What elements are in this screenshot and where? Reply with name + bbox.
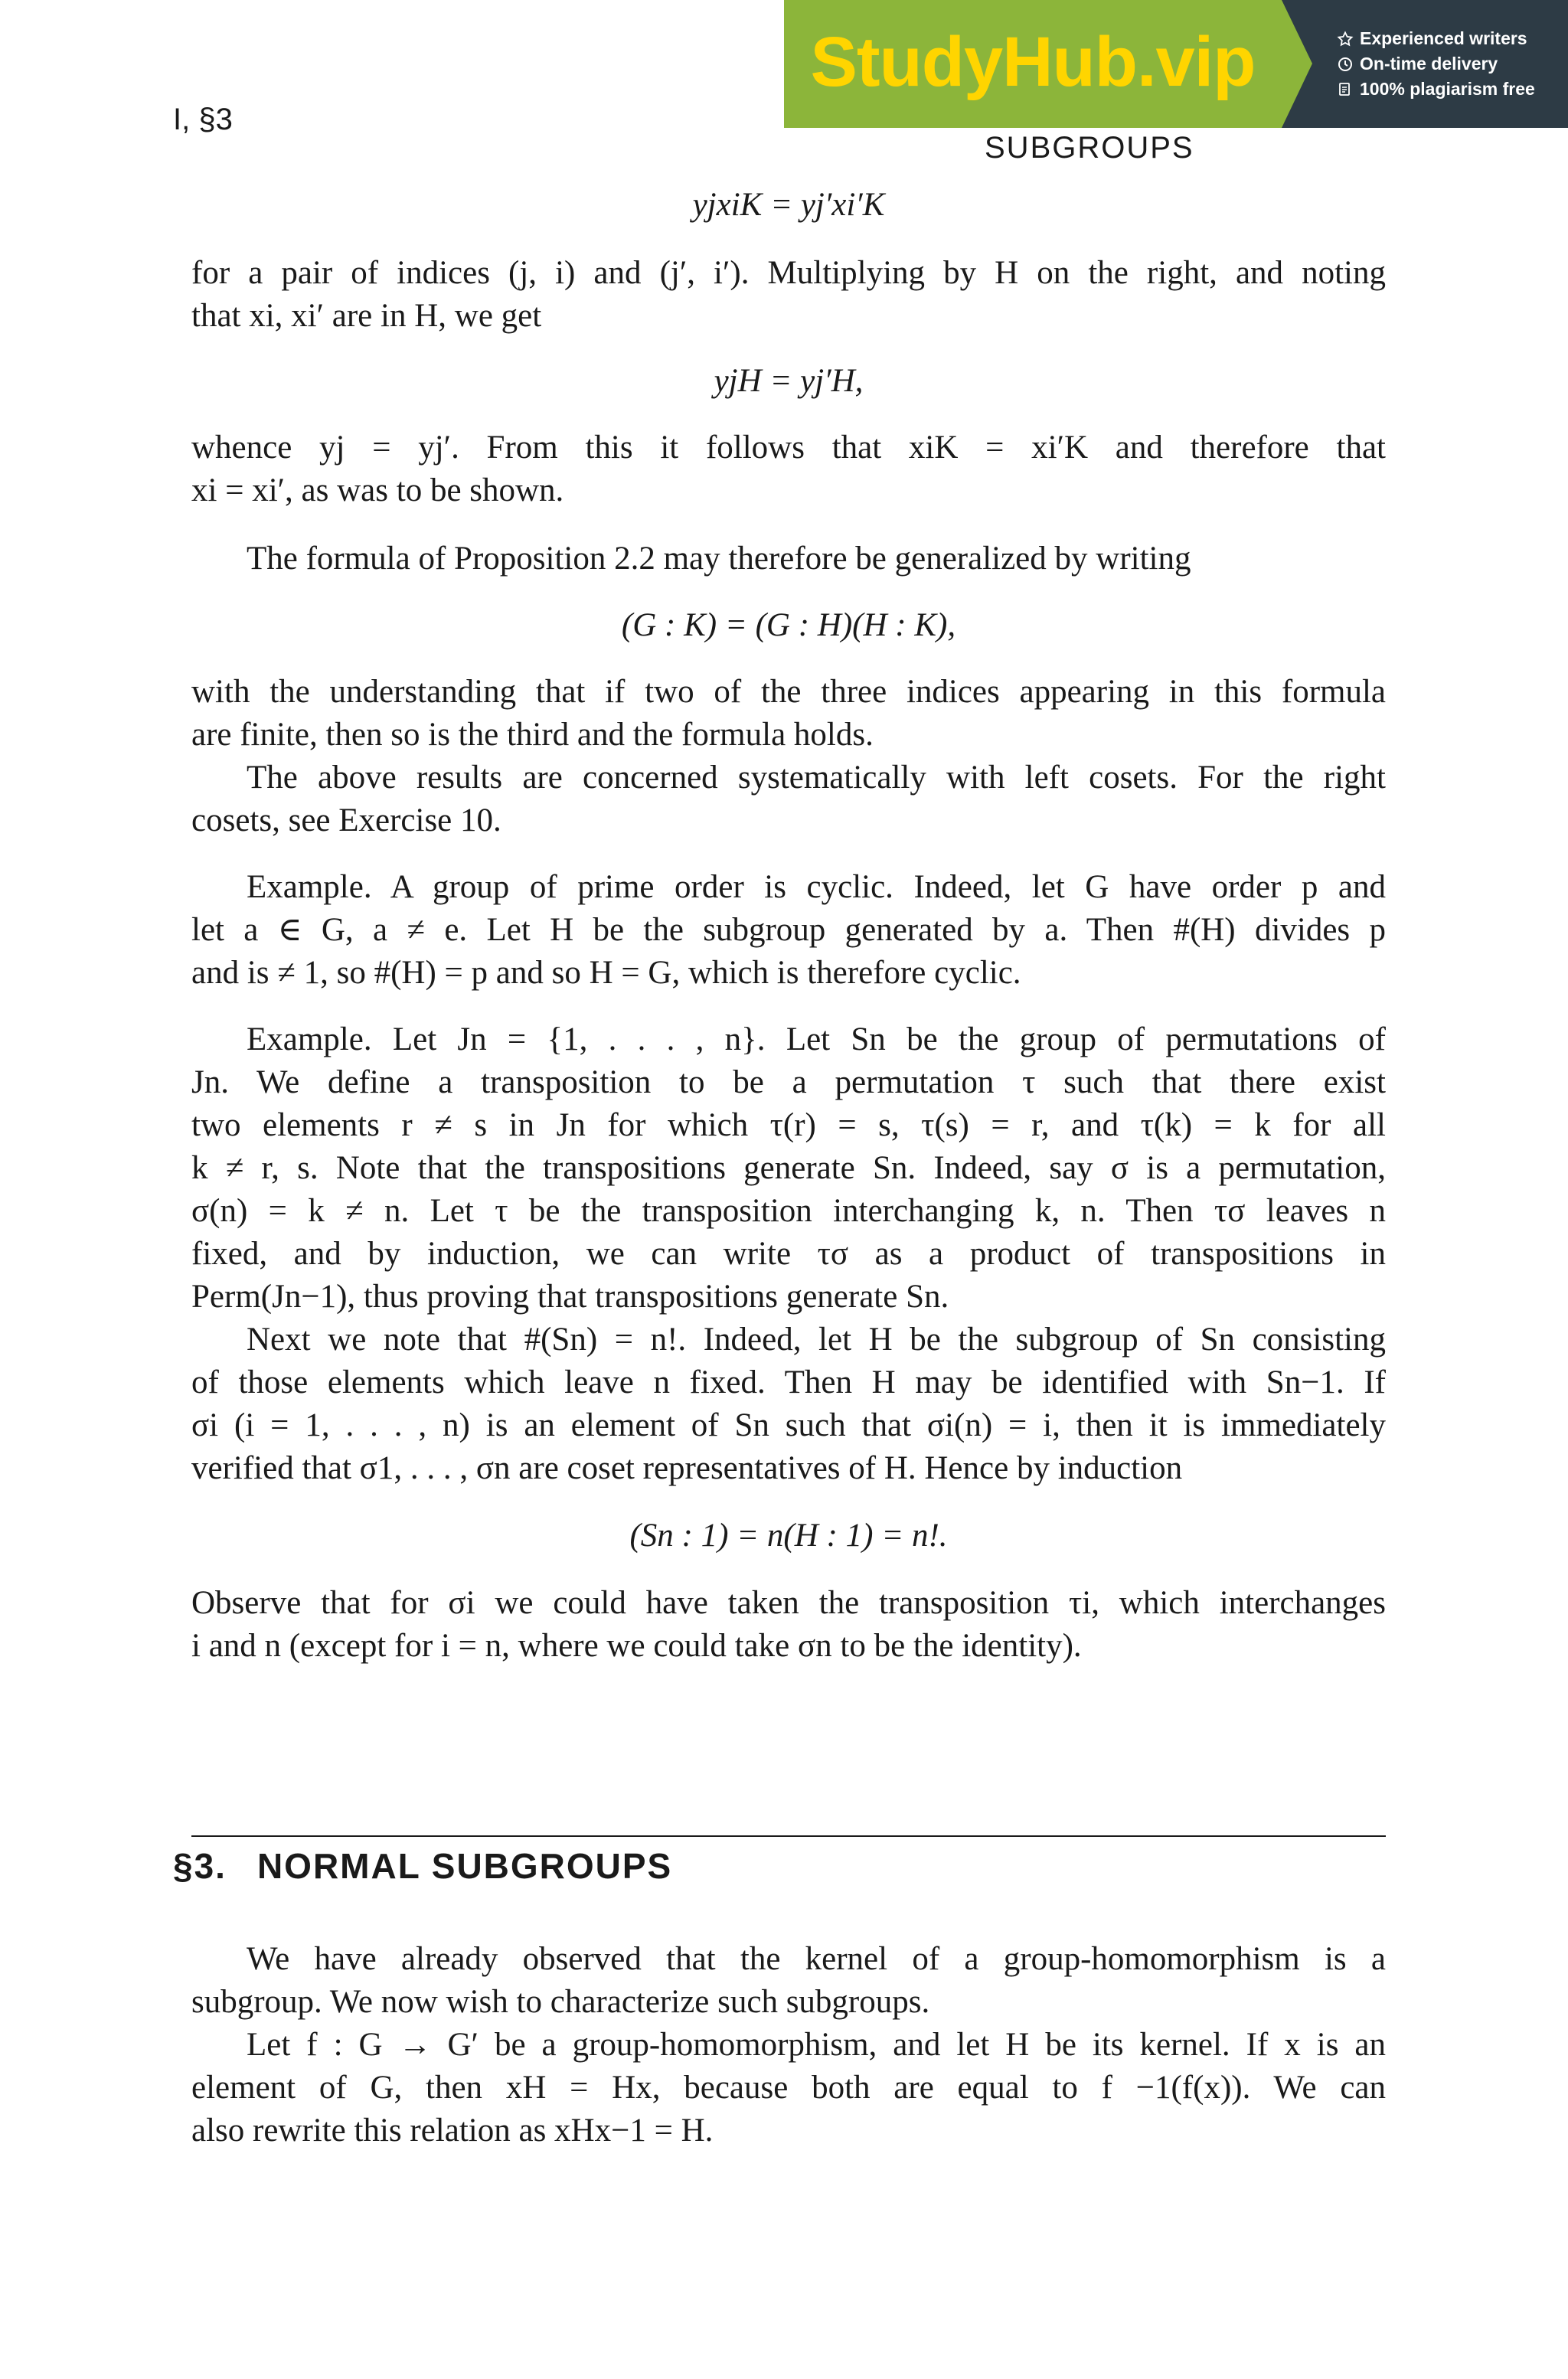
text-line: whence yj = yj′. From this it follows that xiK = xi′K and therefore that [191, 430, 1386, 466]
text-line: Next we note that #(Sn) = n!. Indeed, let H be the subgroup of Sn consisting [247, 1322, 1386, 1358]
section-number: §3. [173, 1846, 227, 1886]
section-title: NORMAL SUBGROUPS [256, 1846, 673, 1886]
text-line: and is ≠ 1, so #(H) = p and so H = G, which is therefore cyclic. [191, 955, 1021, 991]
text-line: σi (i = 1, . . . , n) is an element of Sn such that σi(n) = i, then it is immediately [191, 1407, 1386, 1443]
text-line: verified that σ1, . . . , σn are coset representatives of H. Hence by induction [191, 1450, 1183, 1486]
equation-index-formula: (G : K) = (G : H)(H : K), [621, 607, 956, 643]
banner-arrow-shape [1282, 0, 1312, 128]
text-line: k ≠ r, s. Note that the transpositions generate Sn. Indeed, say σ is a permutation, [191, 1150, 1386, 1186]
banner-logo-area[interactable] [784, 0, 1282, 128]
text-line: element of G, then xH = Hx, because both are equal to f −1(f(x)). We can [191, 2070, 1386, 2106]
running-title: SUBGROUPS [985, 131, 1194, 165]
text-line: We have already observed that the kernel of a group-homomorphism is a [247, 1941, 1386, 1977]
section-reference: I, §3 [173, 103, 233, 136]
feature-on-time-delivery: On-time delivery [1337, 54, 1568, 74]
text-line: that xi, xi′ are in H, we get [191, 298, 542, 334]
document-icon [1337, 81, 1354, 98]
text-line: for a pair of indices (j, i) and (j′, i′). Multiplying by H on the right, and noting [191, 255, 1386, 291]
section-heading [173, 1845, 672, 1887]
text-line: Jn. We define a transposition to be a permutation τ such that there exist [191, 1064, 1386, 1100]
text-line: subgroup. We now wish to characterize such subgroups. [191, 1984, 930, 2020]
text-line: Perm(Jn−1), thus proving that transpositions generate Sn. [191, 1279, 949, 1315]
text-line: of those elements which leave n fixed. Then H may be identified with Sn−1. If [191, 1364, 1386, 1400]
text-line: two elements r ≠ s in Jn for which τ(r) = s, τ(s) = r, and τ(k) = k for all [191, 1107, 1386, 1143]
text-line: let a ∈ G, a ≠ e. Let H be the subgroup generated by a. Then #(H) divides p [191, 912, 1386, 948]
star-icon [1337, 31, 1354, 47]
studyhub-logo[interactable]: StudyHub.vip [810, 23, 1256, 101]
text-line: cosets, see Exercise 10. [191, 802, 501, 838]
feature-experienced-writers: Experienced writers [1337, 28, 1568, 49]
equation-sn-order: (Sn : 1) = n(H : 1) = n!. [629, 1518, 948, 1554]
equation-cosets: yjxiK = yj′xi′K [692, 187, 885, 223]
section-divider [191, 1835, 1386, 1837]
equation-yjh: yjH = yj′H, [714, 363, 864, 399]
text-line: are finite, then so is the third and the formula holds. [191, 717, 874, 753]
example-prime-order: Example. A group of prime order is cyclic. Indeed, let G have order p and [247, 869, 1386, 905]
text-line: i and n (except for i = n, where we could take σn to be the identity). [191, 1628, 1082, 1664]
text-line: σ(n) = k ≠ n. Let τ be the transposition interchanging k, n. Then τσ leaves n [191, 1193, 1386, 1229]
text-line: xi = xi′, as was to be shown. [191, 472, 564, 508]
banner-features [1282, 0, 1568, 128]
text-line: with the understanding that if two of the three indices appearing in this formula [191, 674, 1386, 710]
text-line: Observe that for σi we could have taken the transposition τi, which interchanges [191, 1585, 1386, 1621]
text-line: The formula of Proposition 2.2 may therefore be generalized by writing [247, 541, 1191, 577]
text-line: Let f : G → G′ be a group-homomorphism, and let H be its kernel. If x is an [247, 2027, 1386, 2063]
text-line: also rewrite this relation as xHx−1 = H. [191, 2113, 714, 2149]
clock-icon [1337, 56, 1354, 73]
studyhub-banner[interactable] [784, 0, 1568, 128]
text-line: fixed, and by induction, we can write τσ as a product of transpositions in [191, 1236, 1386, 1272]
example-permutations: Example. Let Jn = {1, . . . , n}. Let Sn be the group of permutations of [247, 1021, 1386, 1057]
feature-plagiarism-free: 100% plagiarism free [1337, 79, 1568, 100]
text-line: The above results are concerned systematically with left cosets. For the right [247, 760, 1386, 796]
